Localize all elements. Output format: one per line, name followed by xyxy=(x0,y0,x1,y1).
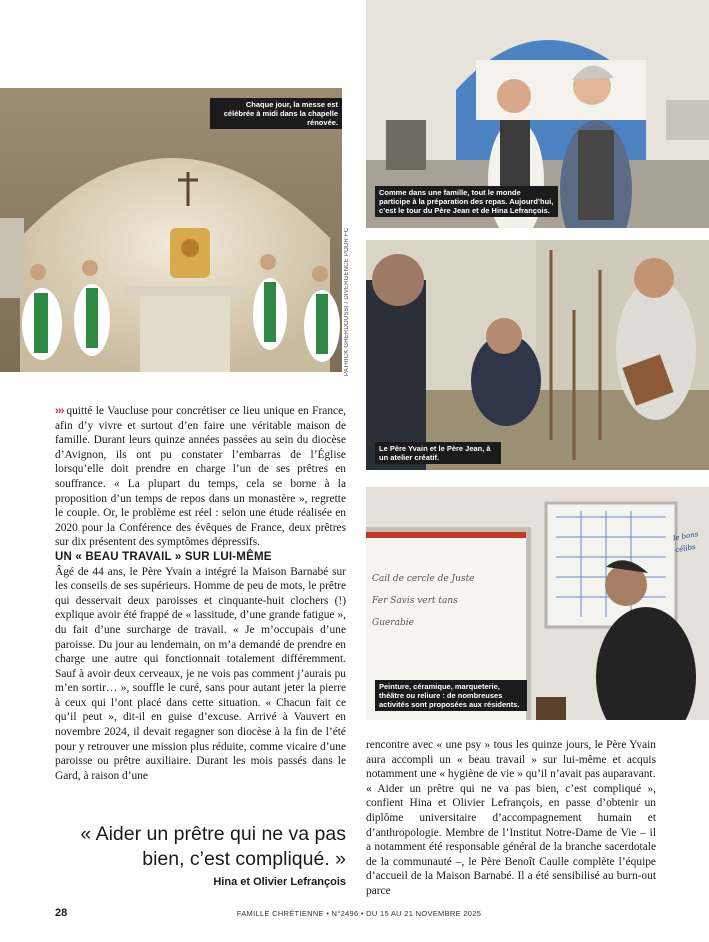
article-paragraph-3: rencontre avec « une psy » tous les quinze jours, le Père Yvain aura accompli un « beau travail » sur lui-même et acquis notamment une « hygiène de vie » qu’il n’avait pas auparavant. xyxy=(366,739,656,781)
chapel-photo xyxy=(0,88,342,372)
publication-footer: FAMILLE CHRÉTIENNE • N°2496 • DU 15 AU 21 NOVEMBRE 2025 xyxy=(236,909,482,918)
pull-quote-author: Hina et Olivier Lefrançois xyxy=(213,876,346,888)
pull-quote: « Aider un prêtre qui ne va pas bien, c’est compliqué. » xyxy=(80,823,346,870)
whiteboard-caption: Peinture, céramique, marqueterie, théâtre ou reliure : de nombreuses activités sont proposées aux résidents. xyxy=(375,680,527,711)
whiteboard-line-2: Fer Savis vert tans xyxy=(372,596,458,606)
page-number: 28 xyxy=(55,907,68,919)
paragraph-1-text: quitté le Vaucluse pour concrétiser ce lieu unique en France, afin d’y vivre et surtout d’en faire une véritable maison de famille. Durant leurs quinze années passées au sein du diocèse d’Avignon, ils ont pu constater l’embarras de l’Église lorsqu’elle doit prendre en charge l’un de ses prêtres en souffrance. « La plupart du temps, cela se borne à la proposition d’un temps de repos dans un monastère », regrette le couple. Or, le problème est réel : selon une étude réalisée en 2020 pour la Conférence des évêques de France, deux prêtres sur dix présentent des symptômes dépressifs. xyxy=(55,405,346,549)
workshop-caption: Le Père Yvain et le Père Jean, à un atelier créatif. xyxy=(375,442,501,464)
article-paragraph-1 xyxy=(55,404,346,550)
whiteboard-line-3: Guerabie xyxy=(372,618,414,628)
article-column-left xyxy=(55,404,346,783)
continued-marker: ››› xyxy=(55,405,64,417)
chapel-caption: Chaque jour, la messe est célébrée à midi dans la chapelle rénovée. xyxy=(210,98,342,129)
whiteboard-line-1: Cail de cercle de Juste xyxy=(372,574,475,584)
photo-credit: PATRICK GHERDOUSSI / DIVERGENCE POUR FC xyxy=(344,227,350,376)
article-column-right xyxy=(366,738,656,899)
kitchen-caption: Comme dans une famille, tout le monde participe à la préparation des repas. Aujourd’hui, c’est le tour du Père Jean et de Hina Lefrançois. xyxy=(375,186,558,217)
workshop-photo xyxy=(366,240,709,470)
whiteboard-handwriting xyxy=(372,568,522,634)
article-paragraph-2: Âgé de 44 ans, le Père Yvain a intégré la Maison Barnabé sur les conseils de ses supérieurs. Homme de peu de mots, le prêtre qui desservait deux paroisses et cinquante-huit clochers (!) explique avoir été frappé de « lassitude, d’une grande fatigue », du fait d’une surcharge de travail. « Je m’occupais d’une paroisse. Du jour au lendemain, on m’a demandé de prendre en charge une autre qui fonctionnait totalement différemment. Sauf à avoir deux cerveaux, je ne vois pas comment j’aurais pu m’en sortir… », souffle le curé, sans pour autant jeter la pierre à ceux qui l’ont placé dans cette situation. « Chacun fait ce qu’il peut », dit-il en guise d’excuse. Arrivé à Vauvert en novembre 2024, il devait regagner son diocèse à la fin de l’été pour y retrouver une mission plus réduite, comme vicaire d’une paroisse ou prêtre auxiliaire. Durant les mois passés dans le Gard, à raison d’une xyxy=(55,565,346,782)
article-subhead: UN « BEAU TRAVAIL » SUR LUI-MÊME xyxy=(55,550,272,563)
whiteboard-note: le bons célibs xyxy=(672,530,699,555)
article-paragraph-4: « Aider un prêtre qui ne va pas bien, c’est compliqué », confient Hina et Olivier Lefrançois, en passe d’obtenir un diplôme universitaire d’accompagnement humain et d’anthropologie. Membre de l’Institut Notre-Dame de Vie – il a notamment été responsable général de la branche sacerdotale de la communauté –, le Père Benoît Caulle complète l’équipe d’accueil de la Maison Barnabé. Il a été sensibilisé au burn-out parce xyxy=(366,782,656,897)
